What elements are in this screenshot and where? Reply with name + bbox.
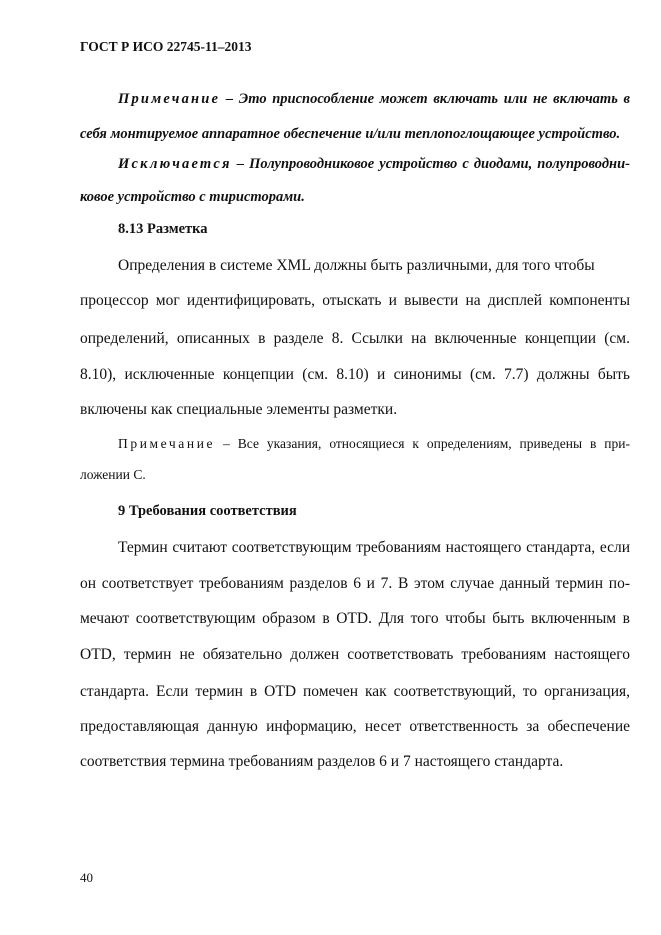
paragraph-line: он соответствует требованиям разделов 6 и 7. В этом случае данный термин по-	[80, 575, 630, 592]
excludes-line-1	[118, 156, 630, 173]
note-1-line-2: себя монтируемое аппаратное обеспечение и/или теплопоглощающее устройство.	[80, 126, 621, 142]
paragraph-line: определений, описанных в разделе 8. Ссылки на включенные концепции (см.	[80, 330, 630, 347]
excludes-line-2: ковое устройство с тиристорами.	[80, 189, 305, 205]
page-number: 40	[80, 870, 93, 885]
paragraph-line: стандарта. Если термин в OTD помечен как соответствующий, то организация,	[80, 683, 630, 700]
note-1-text: – Это приспособление может включать или не включать в	[220, 91, 630, 107]
note-2-line-2: ложении С.	[80, 467, 146, 482]
excludes-label: Исключается	[118, 156, 232, 172]
paragraph-line: соответствия термина требованиям разделов 6 и 7 настоящего стандарта.	[80, 753, 564, 770]
note-1-line-1	[118, 91, 630, 108]
paragraph-line: предоставляющая данную информацию, несет ответственность за обеспечение	[80, 718, 630, 735]
paragraph-line: мечают соответствующим образом в OTD. Для того чтобы быть включенным в	[80, 610, 630, 627]
section-heading-8-13: 8.13 Разметка	[118, 221, 208, 237]
section-heading-9: 9 Требования соответствия	[118, 503, 297, 519]
note-label: Примечание	[118, 91, 221, 107]
note-label: Примечание	[118, 436, 216, 451]
paragraph-line: процессор мог идентифицировать, отыскать и вывести на дисплей компоненты	[80, 292, 630, 309]
paragraph-line: 8.10), исключенные концепции (см. 8.10) и синонимы (см. 7.7) должны быть	[80, 366, 630, 383]
document-header: ГОСТ Р ИСО 22745-11–2013	[80, 39, 252, 54]
paragraph-line: Определения в системе XML должны быть различными, для того чтобы	[118, 257, 595, 274]
paragraph-line: Термин считают соответствующим требованиям настоящего стандарта, если	[118, 539, 630, 556]
note-2-line-1	[118, 436, 630, 452]
excludes-text: – Полупроводниковое устройство с диодами, полупроводни-	[231, 156, 630, 172]
paragraph-line: OTD, термин не обязательно должен соответствовать требованиям настоящего	[80, 646, 630, 663]
paragraph-line: включены как специальные элементы разметки.	[80, 401, 398, 418]
note-2-text: – Все указания, относящиеся к определениям, приведены в при-	[215, 436, 630, 451]
